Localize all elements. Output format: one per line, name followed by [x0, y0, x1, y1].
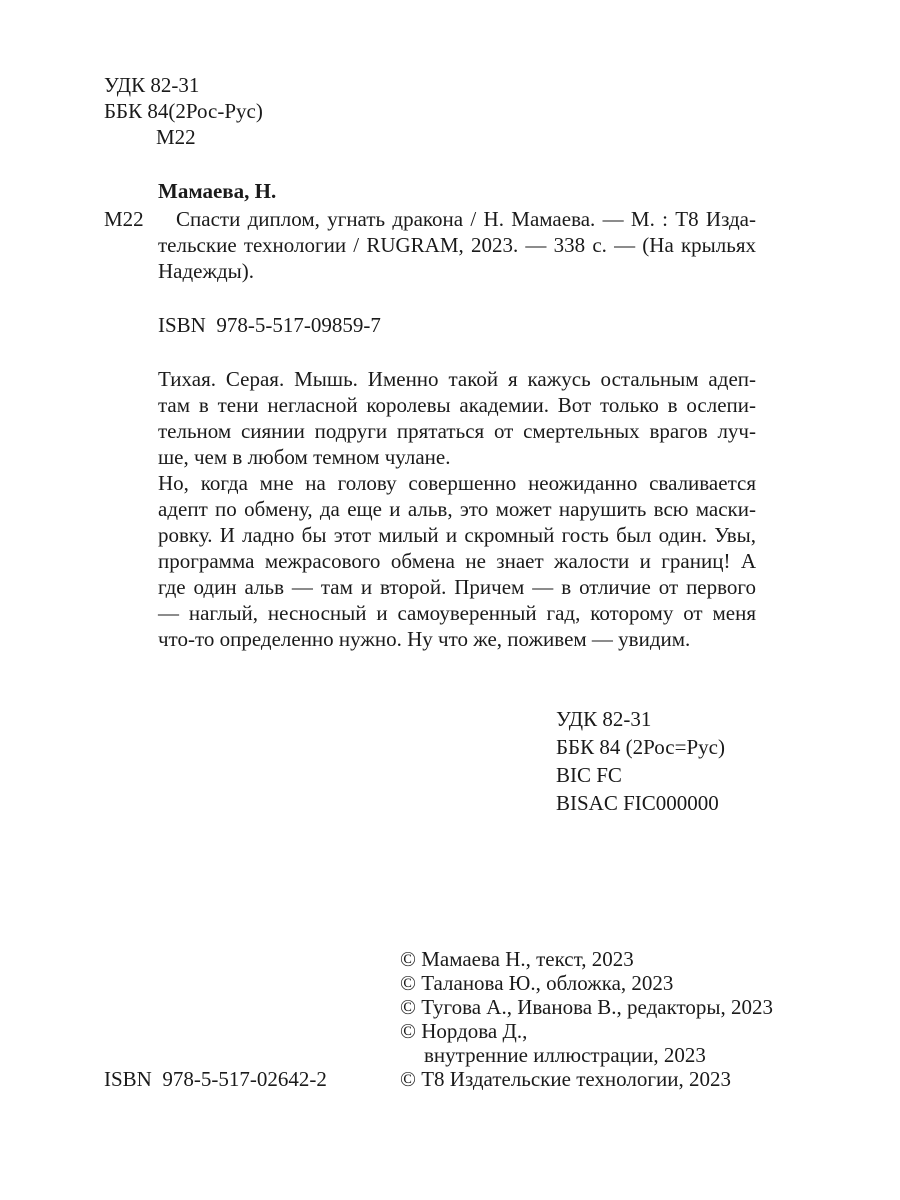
annotation-line: Но, когда мне на голову совершенно неожиданно сваливается — [158, 471, 756, 495]
author-mark: М22 — [156, 125, 196, 149]
author-heading: Мамаева, Н. — [158, 179, 277, 203]
isbn-primary: ISBN 978-5-517-09859-7 — [158, 313, 381, 337]
copyright-line: © Мамаева Н., текст, 2023 — [400, 947, 634, 971]
annotation-line: ше, чем в любом темном чулане. — [158, 445, 451, 469]
bisac-code: BISAC FIC000000 — [556, 791, 719, 815]
copyright-line: © Нордова Д., — [400, 1019, 528, 1043]
annotation-line: тельном сиянии подруги прятаться от смертельных врагов луч- — [158, 419, 756, 443]
bibliography-line: Надежды). — [158, 259, 255, 283]
annotation-line: что-то определенно нужно. Ну что же, поживем — увидим. — [158, 627, 691, 651]
bibliography-mark: М22 — [104, 207, 144, 231]
annotation-line: адепт по обмену, да еще и альв, это может нарушить всю маски- — [158, 497, 756, 521]
annotation-line: программа межрасового обмена не знает жалости и границ! А — [158, 549, 756, 573]
bibliography-line: тельские технологии / RUGRAM, 2023. — 338 с. — (На крыльях — [158, 233, 756, 257]
annotation-line: где один альв — там и второй. Причем — в отличие от первого — [158, 575, 756, 599]
bibliography-line: Спасти диплом, угнать дракона / Н. Мамаева. — М. : Т8 Изда- — [176, 207, 756, 231]
annotation-line: ровку. И ладно бы этот милый и скромный гость был один. Увы, — [158, 523, 756, 547]
copyright-line: © Т8 Издательские технологии, 2023 — [400, 1067, 731, 1091]
udk-code: УДК 82-31 — [104, 73, 200, 97]
bbk-code-secondary: ББК 84 (2Рос=Рус) — [556, 735, 725, 759]
copyright-line: © Тугова А., Иванова В., редакторы, 2023 — [400, 995, 774, 1019]
isbn-secondary: ISBN 978-5-517-02642-2 — [104, 1067, 327, 1091]
copyright-line: внутренние иллюстрации, 2023 — [424, 1043, 706, 1067]
annotation-line: Тихая. Серая. Мышь. Именно такой я кажусь остальным адеп- — [158, 367, 756, 391]
annotation-line: — наглый, несносный и самоуверенный гад, которому от меня — [158, 601, 756, 625]
bbk-code: ББК 84(2Рос-Рус) — [104, 99, 263, 123]
udk-code-secondary: УДК 82-31 — [556, 707, 652, 731]
bic-code: BIC FC — [556, 763, 622, 787]
copyright-line: © Таланова Ю., обложка, 2023 — [400, 971, 674, 995]
annotation-line: там в тени негласной королевы академии. Вот только в ослепи- — [158, 393, 756, 417]
